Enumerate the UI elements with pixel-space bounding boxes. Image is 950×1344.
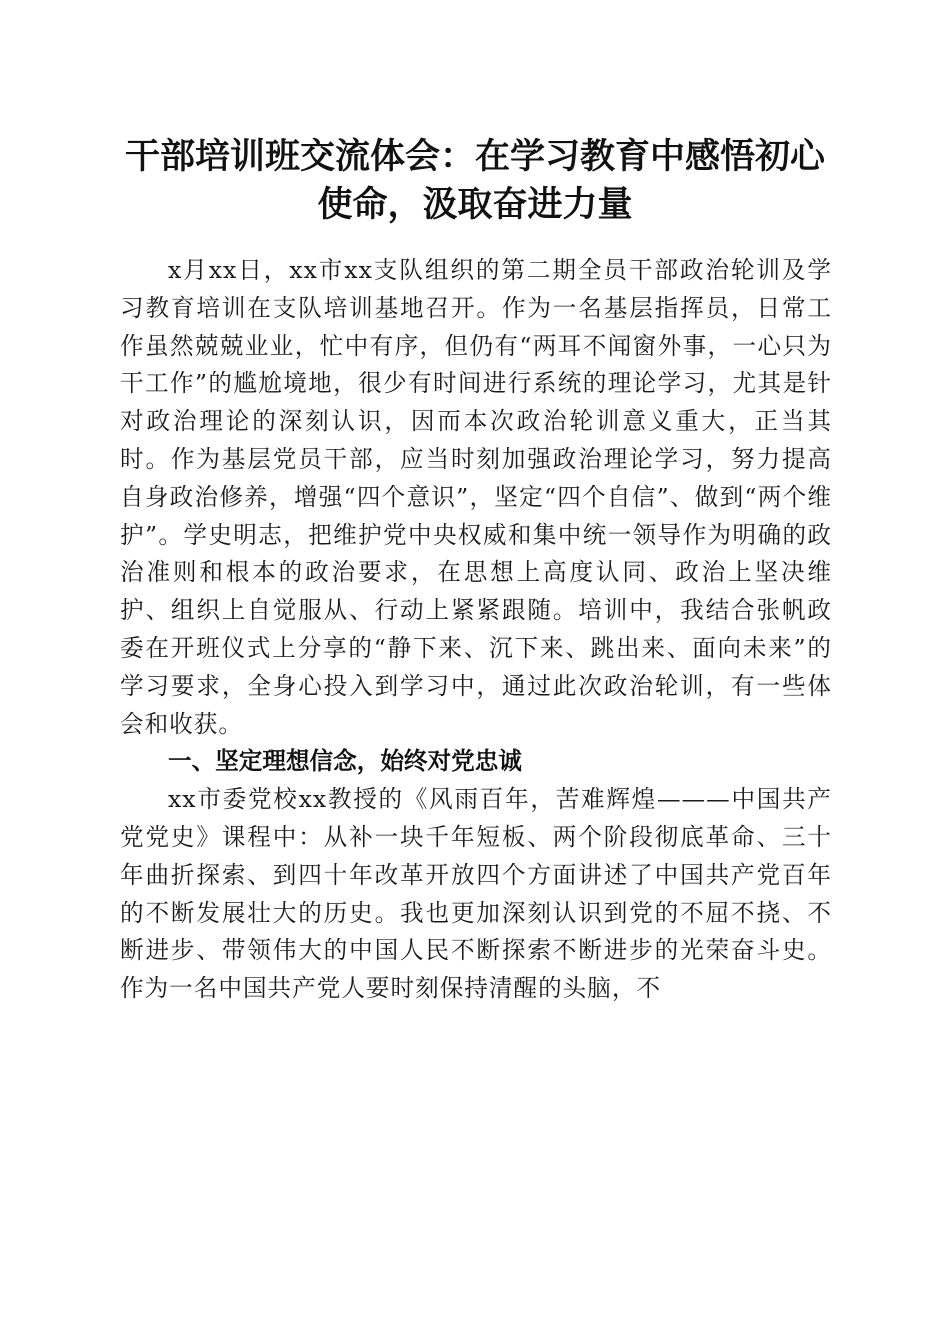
paragraph-intro: x月xx日，xx市xx支队组织的第二期全员干部政治轮训及学习教育培训在支队培训基地召开。作为一名基层指挥员，日常工作虽然兢兢业业，忙中有序，但仍有“两耳不闻窗外事，一心只为干工作”的尴尬境地，很少有时间进行系统的理论学习，尤其是针对政治理论的深刻认识，因而本次政治轮训意义重大，正当其时。作为基层党员干部，应当时刻加强政治理论学习，努力提高自身政治修养，增强“四个意识”，坚定“四个自信”、做到“两个维护”。学史明志，把维护党中央权威和集中统一领导作为明确的政治准则和根本的政治要求，在思想上高度认同、政治上坚决维护、组织上自觉服从、行动上紧紧跟随。培训中，我结合张帆政委在开班仪式上分享的“静下来、沉下来、跳出来、面向未来”的学习要求，全身心投入到学习中，通过此次政治轮训，有一些体会和收获。 xyxy=(120,256,832,738)
paragraph-section-1: xx市委党校xx教授的《风雨百年，苦难辉煌———中国共产党党史》课程中：从补一块千年短板、两个阶段彻底革命、三十年曲折探索、到四十年改革开放四个方面讲述了中国共产党百年的不断发展壮大的历史。我也更加深刻认识到党的不屈不挠、不断进步、带领伟大的中国人民不断探索不断进步的光荣奋斗史。作为一名中国共产党人要时刻保持清醒的头脑，不 xyxy=(120,785,832,1003)
title-line-1: 干部培训班交流体会：在学习教育中感悟初心 xyxy=(124,136,825,177)
document-title xyxy=(100,133,850,229)
section-heading-1: 一、坚定理想信念，始终对党忠诚 xyxy=(168,747,522,776)
document-body xyxy=(120,252,832,1008)
title-line-2: 使命，汲取奋进力量 xyxy=(317,184,633,225)
